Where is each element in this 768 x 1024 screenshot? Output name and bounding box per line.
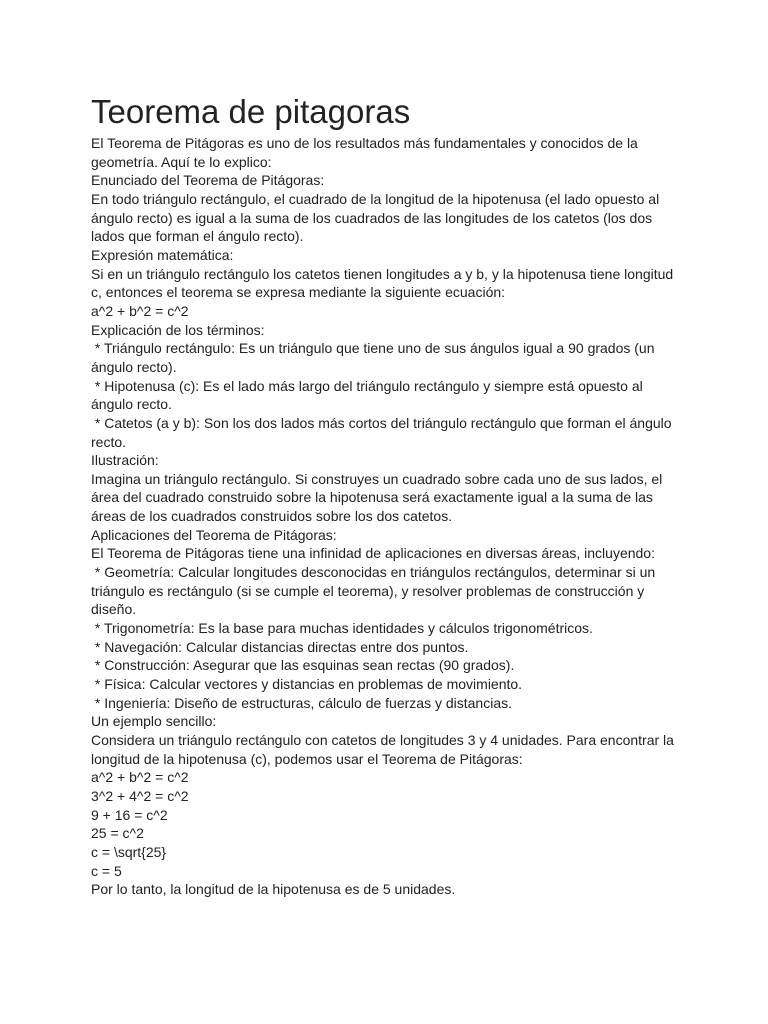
- list-item: * Construcción: Asegurar que las esquinas sean rectas (90 grados).: [91, 657, 515, 674]
- section-heading: Expresión matemática:: [91, 246, 234, 263]
- equation-line: c = 5: [91, 862, 122, 879]
- list-item: * Hipotenusa (c): Es el lado más largo del triángulo rectángulo y siempre está opuesto al: [91, 377, 643, 394]
- text-line: lados que forman el ángulo recto).: [91, 228, 304, 245]
- list-item: * Geometría: Calcular longitudes desconocidas en triángulos rectángulos, determinar si un: [91, 564, 656, 581]
- section-heading: Aplicaciones del Teorema de Pitágoras:: [91, 526, 337, 543]
- document-body: [91, 134, 691, 899]
- text-line: El Teorema de Pitágoras tiene una infinidad de aplicaciones en diversas áreas, incluyendo:: [91, 545, 655, 562]
- list-item: * Ingeniería: Diseño de estructuras, cálculo de fuerzas y distancias.: [91, 694, 512, 711]
- text-line: ángulo recto) es igual a la suma de los cuadrados de las longitudes de los catetos (los dos: [91, 209, 653, 226]
- text-line: Si en un triángulo rectángulo los catetos tienen longitudes a y b, y la hipotenusa tiene longitud: [91, 265, 674, 282]
- section-heading: Un ejemplo sencillo:: [91, 713, 217, 730]
- equation-line: 25 = c^2: [91, 825, 144, 842]
- text-line: Imagina un triángulo rectángulo. Si construyes un cuadrado sobre cada uno de sus lados, el: [91, 470, 663, 487]
- equation-line: a^2 + b^2 = c^2: [91, 302, 189, 319]
- text-line: longitud de la hipotenusa (c), podemos usar el Teorema de Pitágoras:: [91, 750, 523, 767]
- section-heading: Ilustración:: [91, 452, 159, 469]
- text-line: Considera un triángulo rectángulo con catetos de longitudes 3 y 4 unidades. Para encontrar la: [91, 732, 674, 748]
- equation-line: 3^2 + 4^2 = c^2: [91, 787, 189, 804]
- list-item: * Catetos (a y b): Son los dos lados más cortos del triángulo rectángulo que forman el ángulo: [91, 414, 672, 431]
- text-line: geometría. Aquí te lo explico:: [91, 153, 272, 170]
- text-line: Por lo tanto, la longitud de la hipotenusa es de 5 unidades.: [91, 881, 456, 898]
- section-heading: Enunciado del Teorema de Pitágoras:: [91, 172, 325, 189]
- list-item: * Navegación: Calcular distancias directas entre dos puntos.: [91, 638, 469, 655]
- text-line: ángulo recto).: [91, 358, 177, 375]
- equation-line: 9 + 16 = c^2: [91, 806, 168, 823]
- equation-line: c = \sqrt{25}: [91, 843, 167, 860]
- document-page: [91, 92, 691, 899]
- list-item: * Trigonometría: Es la base para muchas identidades y cálculos trigonométricos.: [91, 620, 593, 637]
- text-line: recto.: [91, 433, 127, 450]
- list-item: * Física: Calcular vectores y distancias en problemas de movimiento.: [91, 676, 523, 693]
- text-line: En todo triángulo rectángulo, el cuadrado de la longitud de la hipotenusa (el lado opuesto al: [91, 190, 660, 207]
- text-line: El Teorema de Pitágoras es uno de los resultados más fundamentales y conocidos de la: [91, 135, 638, 151]
- text-line: ángulo recto.: [91, 396, 172, 413]
- text-line: c, entonces el teorema se expresa mediante la siguiente ecuación:: [91, 284, 506, 301]
- document-title: Teorema de pitagoras: [91, 93, 411, 130]
- text-line: diseño.: [91, 601, 137, 618]
- section-heading: Explicación de los términos:: [91, 321, 265, 338]
- text-line: áreas de los cuadrados construidos sobre los dos catetos.: [91, 508, 453, 525]
- equation-line: a^2 + b^2 = c^2: [91, 769, 189, 786]
- list-item: * Triángulo rectángulo: Es un triángulo que tiene uno de sus ángulos igual a 90 grados (un: [91, 340, 655, 357]
- text-line: triángulo es rectángulo (si se cumple el teorema), y resolver problemas de construcción y: [91, 582, 645, 599]
- text-line: área del cuadrado construido sobre la hipotenusa será exactamente igual a la suma de las: [91, 489, 653, 506]
